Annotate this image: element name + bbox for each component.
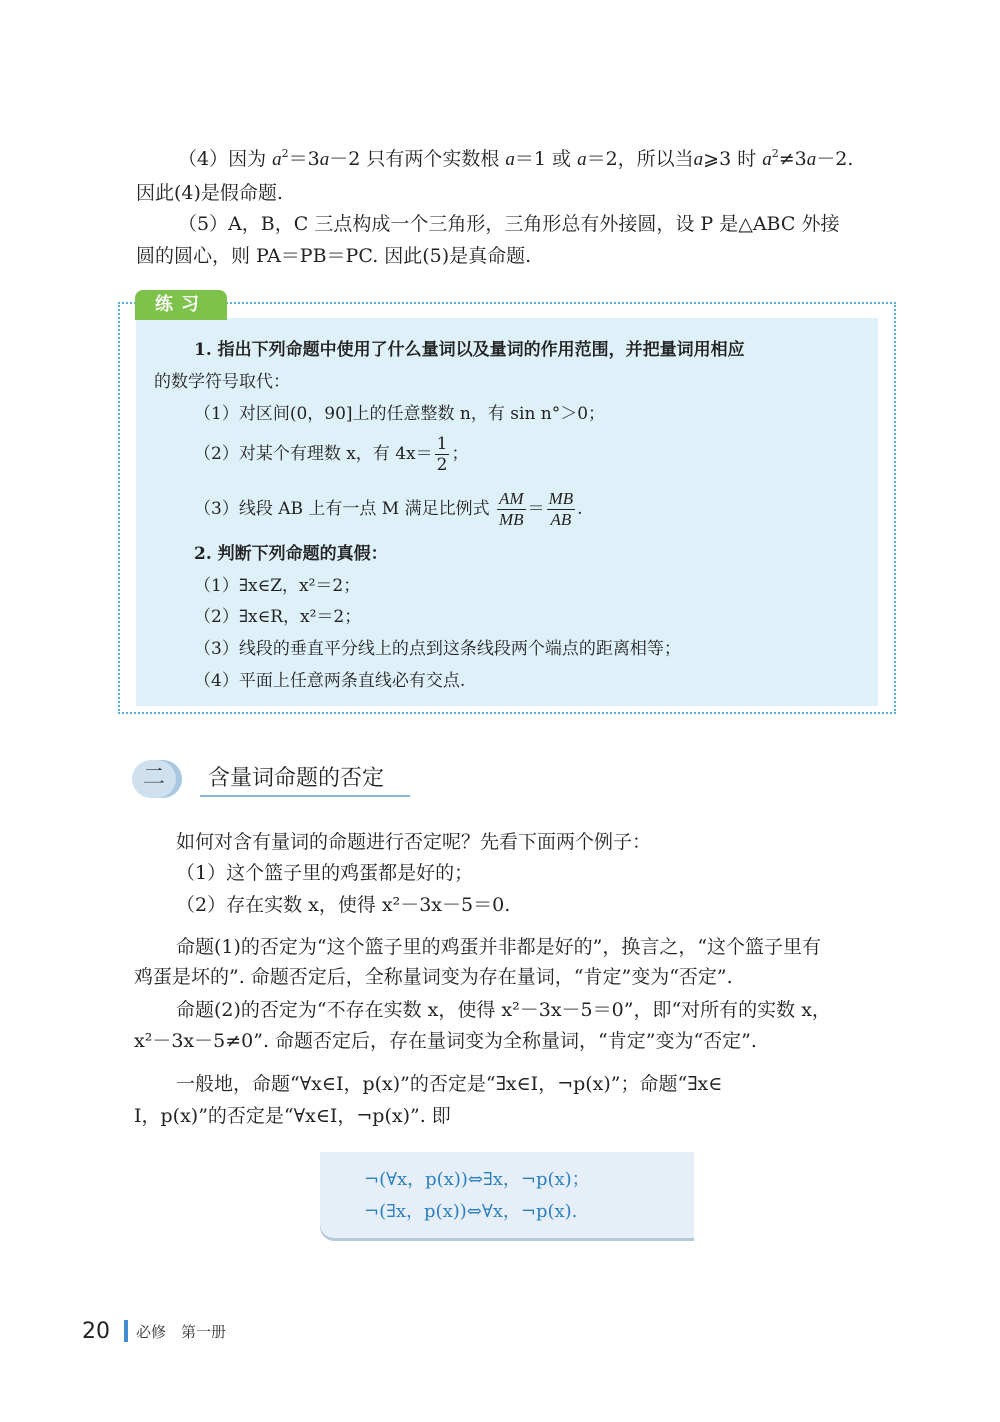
var-a: a xyxy=(319,149,330,170)
text-run: （3）线段 AB 上有一点 M 满足比例式 xyxy=(194,499,490,519)
para-5-line-2: 圆的圆心，则 PA＝PB＝PC. 因此(5)是真命题. xyxy=(136,245,532,267)
page-number: 20 xyxy=(82,1319,110,1344)
footer-book-label: 必修 第一册 xyxy=(136,1323,227,1341)
var-a: a xyxy=(806,149,817,170)
formula-line-2: ¬(∃x，p(x))⇔∀x，¬p(x). xyxy=(364,1201,578,1222)
section-number-badge: 二 xyxy=(132,760,176,798)
fraction-denominator: 2 xyxy=(436,455,448,475)
body-line-8: 一般地，命题“∀x∈I，p(x)”的否定是“∃x∈I，¬p(x)”；命题“∃x∈ xyxy=(176,1073,723,1095)
var-a: a xyxy=(505,149,515,170)
practice-q1-item-2 xyxy=(194,434,468,475)
text-run: ； xyxy=(451,444,469,464)
text-run: . xyxy=(577,499,583,519)
practice-q1-item-3 xyxy=(194,486,583,532)
equals-sign: ＝ xyxy=(527,499,545,519)
fraction-denominator: MB xyxy=(499,510,524,529)
text-run: －2 只有两个实数根 xyxy=(329,148,506,170)
var-a: a xyxy=(577,149,587,170)
text-run: ≠3 xyxy=(778,148,807,170)
para-5-line-1: （5）A，B，C 三点构成一个三角形，三角形总有外接圆，设 P 是△ABC 外接 xyxy=(178,213,840,235)
formula-line-1: ¬(∀x，p(x))⇔∃x，¬p(x)； xyxy=(364,1169,590,1190)
body-line-7: x²－3x－5≠0”. 命题否定后，存在量词变为全称量词，“肯定”变为“否定”. xyxy=(134,1030,757,1052)
para-4-line-2: 因此(4)是假命题. xyxy=(136,182,283,204)
practice-q2-item-3: （3）线段的垂直平分线上的点到这条线段两个端点的距离相等； xyxy=(194,639,681,659)
var-a: a xyxy=(693,149,704,170)
body-line-4: 命题(1)的否定为“这个篮子里的鸡蛋并非都是好的”，换言之，“这个篮子里有 xyxy=(176,936,822,958)
practice-q2-line: 2. 判断下列命题的真假： xyxy=(194,544,388,564)
text-run: ＝3 xyxy=(288,148,320,170)
text-run: （4）因为 xyxy=(178,148,273,170)
fraction-numerator: 1 xyxy=(436,434,448,454)
text-run: （2）对某个有理数 x，有 4x＝ xyxy=(194,444,433,464)
body-line-6: 命题(2)的否定为“不存在实数 x，使得 x²－3x－5＝0”，即“对所有的实数 x， xyxy=(176,999,831,1021)
para-4-line-1 xyxy=(178,146,853,173)
exponent: 2 xyxy=(281,147,289,160)
practice-q2-item-1: （1）∃x∈Z，x²＝2； xyxy=(194,576,361,596)
fraction-mb-ab xyxy=(547,489,576,530)
footer-accent-bar xyxy=(124,1320,128,1342)
practice-q2-item-4: （4）平面上任意两条直线必有交点. xyxy=(194,671,466,691)
var-a: a xyxy=(272,149,282,170)
practice-tab: 练习 xyxy=(135,290,227,320)
fraction-one-half xyxy=(435,434,450,475)
body-line-1: 如何对含有量词的命题进行否定呢？先看下面两个例子： xyxy=(176,831,652,853)
exponent: 2 xyxy=(771,147,779,160)
body-line-2: （1）这个篮子里的鸡蛋都是好的； xyxy=(176,862,474,884)
fraction-numerator: MB xyxy=(548,489,574,508)
fraction-am-mb xyxy=(497,489,526,530)
body-line-3: （2）存在实数 x，使得 x²－3x－5＝0. xyxy=(176,894,511,916)
fraction-numerator: AM xyxy=(499,489,524,508)
practice-q1-line-1: 1. 指出下列命题中使用了什么量词以及量词的作用范围，并把量词用相应 xyxy=(194,340,745,360)
text-run: ＝1 或 xyxy=(514,148,578,170)
body-line-5: 鸡蛋是坏的”. 命题否定后，全称量词变为存在量词，“肯定”变为“否定”. xyxy=(134,966,733,988)
practice-q1-line-2: 的数学符号取代： xyxy=(154,372,290,392)
text-run: －2. xyxy=(816,148,854,170)
fraction-denominator: AB xyxy=(550,510,572,529)
practice-q1-item-1: （1）对区间(0，90]上的任意整数 n，有 sin n°＞0； xyxy=(194,404,606,424)
body-line-9: I，p(x)”的否定是“∀x∈I，¬p(x)”. 即 xyxy=(134,1105,451,1127)
practice-q2-item-2: （2）∃x∈R，x²＝2； xyxy=(194,607,362,627)
var-a: a xyxy=(762,149,772,170)
section-title: 含量词命题的否定 xyxy=(208,766,385,791)
formula-box xyxy=(320,1152,694,1238)
section-title-underline xyxy=(200,795,410,797)
text-run: ⩾3 时 xyxy=(703,148,763,170)
text-run: ＝2，所以当 xyxy=(586,148,694,170)
